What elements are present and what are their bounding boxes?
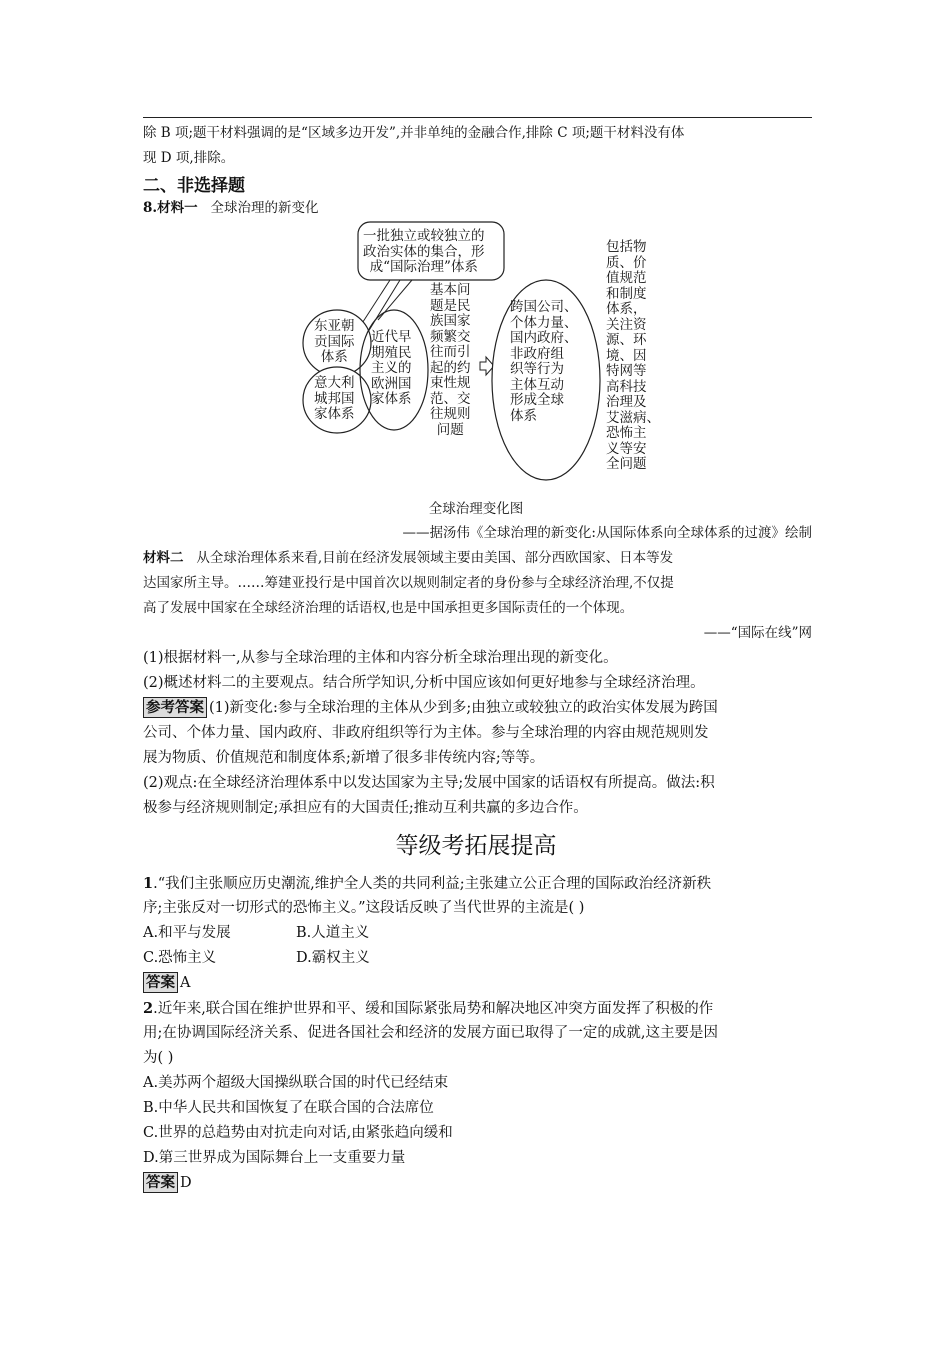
material2-line-1 bbox=[143, 546, 813, 571]
q8-material1-label: .材料一 bbox=[152, 200, 198, 216]
q1-answer bbox=[143, 971, 813, 996]
basic-line: 束性规 bbox=[430, 375, 471, 391]
basic-line: 族国家 bbox=[430, 313, 471, 329]
basic-line: 往规则 bbox=[430, 406, 471, 422]
italy-line: 城邦国 bbox=[314, 390, 355, 407]
material2-label: 材料二 bbox=[143, 550, 184, 566]
early-line: 欧洲国 bbox=[371, 375, 412, 392]
right-line: 包括物 bbox=[606, 239, 647, 255]
global-line: 跨国公司、 bbox=[510, 299, 578, 315]
q8-number: 8 bbox=[143, 200, 153, 216]
q2-line-2: 用;在协调国际经济关系、促进各国社会和经济的发展方面已取得了一定的成就,这主要是因 bbox=[143, 1025, 718, 1041]
section-title: 等级考拓展提高 bbox=[395, 833, 557, 859]
right-line: 质、价 bbox=[606, 254, 647, 271]
q2-number: 2 bbox=[143, 1000, 154, 1017]
early-line: 主义的 bbox=[371, 360, 412, 376]
answer-label-box: 参考答案 bbox=[143, 697, 207, 718]
circle-italy-text bbox=[314, 376, 355, 423]
q8-answer-line-5: 极参与经济规则制定;承担应有的大国责任;推动互利共赢的多边合作。 bbox=[143, 800, 588, 816]
q1-option-c: C.恐怖主义 bbox=[143, 950, 217, 966]
intro-line-2: 现 D 项,排除。 bbox=[143, 150, 235, 166]
early-line: 家体系 bbox=[371, 391, 412, 407]
basic-line: 频繁交 bbox=[430, 328, 471, 345]
basic-line: 起的约 bbox=[430, 359, 471, 376]
east-line: 贡国际 bbox=[314, 333, 355, 350]
q2-answer-value: D bbox=[180, 1175, 192, 1191]
governance-diagram bbox=[290, 220, 670, 500]
q2-answer bbox=[143, 1171, 813, 1196]
circle-early-colonial-text bbox=[371, 330, 412, 408]
italy-line: 意大利 bbox=[314, 375, 355, 391]
global-line: 形成全球 bbox=[510, 392, 564, 408]
east-line: 东亚朝 bbox=[314, 318, 355, 334]
q2-text: .近年来,联合国在维护世界和平、缓和国际紧张局势和解决地区冲突方面发挥了积极的作 bbox=[153, 1001, 714, 1017]
q1-line-2: 序;主张反对一切形式的恐怖主义。”这段话反映了当代世界的主流是( ) bbox=[143, 900, 585, 916]
q1-option-a: A.和平与发展 bbox=[143, 925, 231, 941]
top-rule bbox=[143, 117, 812, 118]
source-citation-1: ——据汤伟《全球治理的新变化:从国际体系向全球体系的过渡》绘制 bbox=[402, 525, 812, 541]
q2-option-b: B.中华人民共和国恢复了在联合国的合法席位 bbox=[143, 1100, 434, 1116]
intro-line-1: 除 B 项;题干材料强调的是“区域多边开发”,并非单纯的金融合作,排除 C 项;题干材料没有体 bbox=[143, 125, 685, 141]
global-line: 个体力量、 bbox=[510, 314, 578, 331]
q2-line-3: 为( ) bbox=[143, 1050, 174, 1066]
q1-number: 1 bbox=[143, 875, 154, 892]
right-line: 恐怖主 bbox=[606, 425, 647, 441]
basic-line: 题是民 bbox=[430, 297, 471, 314]
right-line: 源、环 bbox=[606, 332, 647, 348]
q8-answer-line-3: 展为物质、价值规范和制度体系;新增了很多非传统内容;等等。 bbox=[143, 750, 545, 766]
q2-line-1 bbox=[143, 996, 813, 1022]
q2-option-c: C.世界的总趋势由对抗走向对话,由紧张趋向缓和 bbox=[143, 1125, 453, 1141]
q8-header bbox=[143, 196, 813, 221]
right-line: 体系， bbox=[606, 301, 647, 317]
right-line: 特网等 bbox=[606, 363, 647, 379]
q2-option-d: D.第三世界成为国际舞台上一支重要力量 bbox=[143, 1150, 406, 1166]
right-line: 值规范 bbox=[606, 270, 647, 286]
material2-text: 从全球治理体系来看,目前在经济发展领域主要由美国、部分西欧国家、日本等发 bbox=[196, 550, 674, 566]
answer-text: (1)新变化:参与全球治理的主体从少到多;由独立或较独立的政治实体发展为跨国 bbox=[209, 700, 718, 716]
basic-line: 基本问 bbox=[430, 282, 471, 298]
answer-label-box: 答案 bbox=[143, 972, 178, 993]
q8-sub2: (2)概述材料二的主要观点。结合所学知识,分析中国应该如何更好地参与全球经济治理。 bbox=[143, 675, 705, 691]
section-heading-nonchoice: 二、非选择题 bbox=[143, 176, 245, 196]
east-line: 体系 bbox=[320, 349, 348, 365]
q1-answer-value: A bbox=[180, 975, 191, 991]
global-line: 主体互动 bbox=[510, 376, 564, 393]
basic-line: 往而引 bbox=[430, 344, 471, 360]
right-line: 义等安 bbox=[606, 440, 647, 457]
right-line: 艾滋病、 bbox=[606, 409, 660, 426]
basic-line: 范、交 bbox=[430, 390, 471, 407]
global-line: 非政府组 bbox=[510, 345, 564, 362]
early-line: 近代早 bbox=[371, 329, 412, 345]
answer-label-box: 答案 bbox=[143, 1172, 178, 1193]
q1-text: .“我们主张顺应历史潮流,维护全人类的共同利益;主张建立公正合理的国际政治经济新秩 bbox=[153, 876, 712, 892]
material2-line-3: 高了发展中国家在全球经济治理的话语权,也是中国承担更多国际责任的一个体现。 bbox=[143, 600, 634, 616]
right-line: 高科技 bbox=[606, 378, 647, 395]
right-line: 治理及 bbox=[606, 394, 647, 410]
right-content-text bbox=[606, 240, 660, 473]
q2-option-a: A.美苏两个超级大国操纵联合国的时代已经结束 bbox=[143, 1075, 449, 1091]
circle-east-asia-text bbox=[314, 319, 355, 366]
global-line: 国内政府、 bbox=[510, 330, 578, 346]
q1-option-d: D.霸权主义 bbox=[296, 950, 370, 966]
q8-answer-line-1 bbox=[143, 696, 813, 721]
q1-option-b: B.人道主义 bbox=[296, 925, 370, 941]
global-line: 体系 bbox=[510, 407, 537, 424]
circle-global-text bbox=[510, 300, 578, 424]
right-line: 和制度 bbox=[606, 285, 647, 302]
q8-sub1: (1)根据材料一,从参与全球治理的主体和内容分析全球治理出现的新变化。 bbox=[143, 650, 618, 666]
basic-problem-text bbox=[430, 283, 471, 438]
q1-line-1 bbox=[143, 871, 813, 897]
source-citation-2: ——“国际在线”网 bbox=[703, 625, 812, 641]
q8-answer-line-4: (2)观点:在全球经济治理体系中以发达国家为主导;发展中国家的话语权有所提高。做法:积 bbox=[143, 775, 715, 791]
diagram-caption: 全球治理变化图 bbox=[428, 501, 524, 517]
material2-line-2: 达国家所主导。……筹建亚投行是中国首次以规则制定者的身份参与全球经济治理,不仅提 bbox=[143, 575, 674, 591]
box-top-line: 成“国际治理”体系 bbox=[369, 259, 478, 275]
diagram-top-box-text bbox=[363, 229, 485, 276]
box-top-line: 政治实体的集合，形 bbox=[363, 243, 485, 260]
right-line: 全问题 bbox=[606, 456, 647, 472]
basic-line: 问题 bbox=[436, 421, 464, 438]
box-top-line: 一批独立或较独立的 bbox=[363, 228, 485, 244]
italy-line: 家体系 bbox=[314, 406, 355, 422]
right-line: 境、因 bbox=[606, 347, 647, 364]
early-line: 期殖民 bbox=[371, 344, 412, 361]
q8-answer-line-2: 公司、个体力量、国内政府、非政府组织等行为主体。参与全球治理的内容由规范规则发 bbox=[143, 725, 709, 741]
global-line: 织等行为 bbox=[510, 361, 564, 377]
q8-material1-title: 全球治理的新变化 bbox=[210, 200, 319, 216]
right-line: 关注资 bbox=[606, 316, 647, 333]
